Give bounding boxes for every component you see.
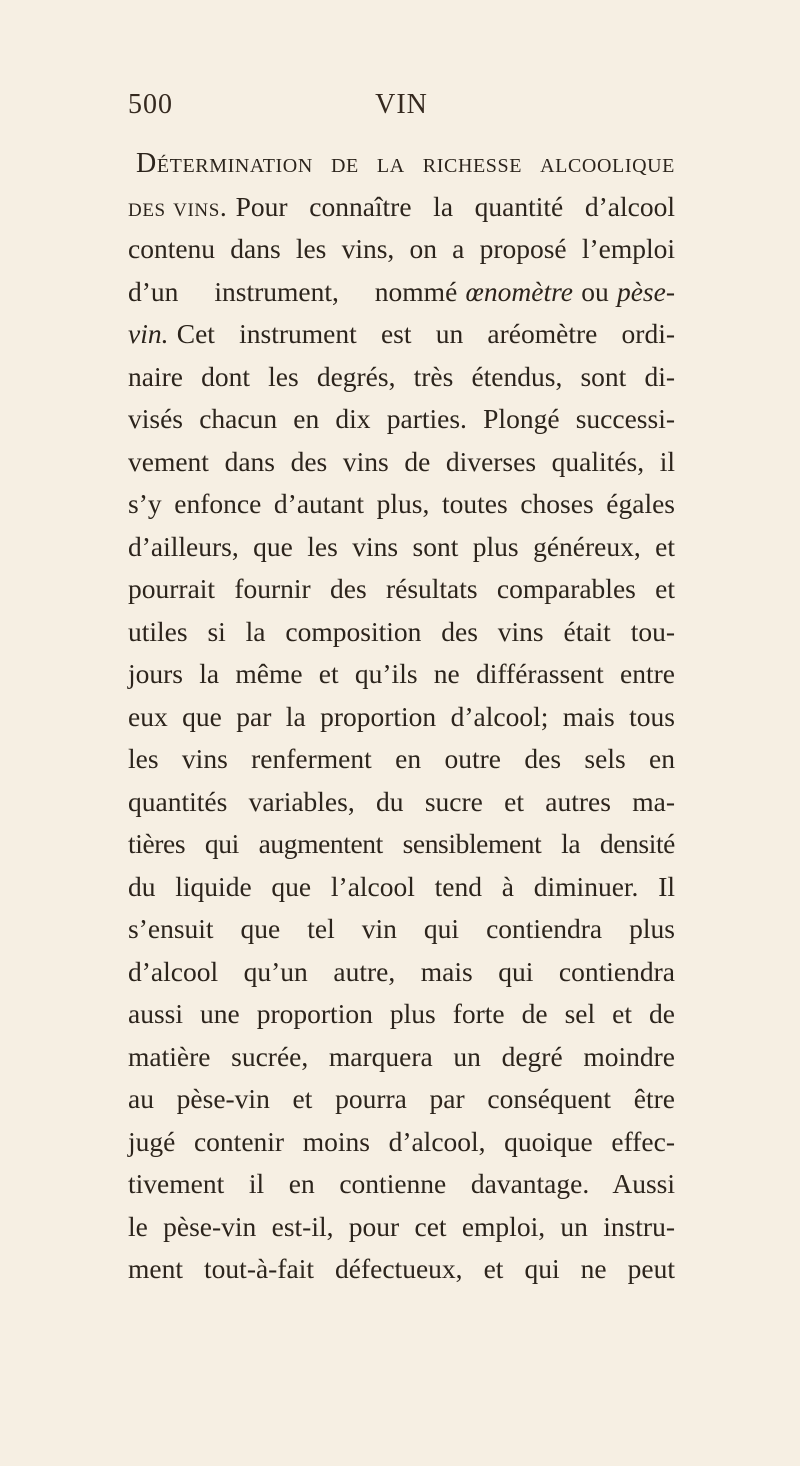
text-line	[128, 781, 675, 824]
text-line	[128, 398, 675, 441]
paragraph-heading-line	[128, 143, 675, 186]
text-line	[128, 1121, 675, 1164]
text-line	[128, 866, 675, 909]
text-segment: jugé contenir moins d’alcool, quoique effec-	[128, 1125, 675, 1157]
text-line	[128, 1078, 675, 1121]
text-line	[128, 271, 675, 314]
italic-term: œnomètre	[465, 275, 573, 307]
text-line	[128, 653, 675, 696]
text-line	[128, 1206, 675, 1249]
text-segment: matière sucrée, marquera un degré moindre	[128, 1040, 675, 1072]
body-paragraph	[128, 143, 675, 1291]
text-line	[128, 611, 675, 654]
text-line	[128, 568, 675, 611]
page-number: 500	[128, 89, 173, 120]
text-line	[128, 738, 675, 781]
text-segment: d’alcool qu’un autre, mais qui contiendra	[128, 955, 675, 987]
text-line	[128, 1248, 675, 1291]
text-segment: ment tout-à-fait défectueux, et qui ne peut	[128, 1253, 675, 1284]
text-line	[128, 356, 675, 399]
paragraph-heading-continued: des vins.	[128, 190, 228, 222]
text-segment: tières qui augmentent sensiblement la densité	[128, 828, 675, 859]
text-segment: naire dont les degrés, très étendus, sont di-	[128, 360, 675, 392]
text-segment: d’un instrument, nommé	[128, 275, 458, 307]
text-segment: contenu dans les vins, on a proposé l’emploi	[128, 233, 675, 264]
text-line	[128, 313, 675, 356]
text-segment: s’y enfonce d’autant plus, toutes choses égales	[128, 488, 675, 519]
text-segment: au pèse-vin et pourra par conséquent être	[128, 1083, 675, 1114]
section-title: VIN	[375, 89, 428, 120]
text-segment: le pèse-vin est-il, pour cet emploi, un instru-	[128, 1210, 675, 1242]
text-segment: Cet instrument est un aréomètre ordi-	[176, 318, 675, 349]
text-segment: ou	[581, 275, 609, 307]
text-line	[128, 1036, 675, 1079]
text-line	[128, 823, 675, 866]
text-line	[128, 908, 675, 951]
text-line	[128, 441, 675, 484]
text-segment: tivement il en contienne davantage. Aussi	[128, 1168, 675, 1199]
text-segment: utiles si la composition des vins était tou-	[128, 615, 675, 647]
text-line	[128, 228, 675, 271]
text-segment: du liquide que l’alcool tend à diminuer. Il	[128, 870, 675, 902]
text-segment: les vins renferment en outre des sels en	[128, 743, 675, 774]
text-segment: d’ailleurs, que les vins sont plus généreux, et	[128, 530, 675, 562]
text-segment: pourrait fournir des résultats comparables et	[128, 573, 675, 604]
running-head	[128, 88, 675, 122]
text-segment: visés chacun en dix parties. Plongé successi-	[128, 403, 675, 434]
text-line	[128, 951, 675, 994]
text-line	[128, 483, 675, 526]
text-segment: eux que par la proportion d’alcool; mais tous	[128, 700, 675, 732]
text-line	[128, 1163, 675, 1206]
text-line	[128, 993, 675, 1036]
text-segment: s’ensuit que tel vin qui contiendra plus	[128, 913, 675, 944]
text-segment: aussi une proportion plus forte de sel et de	[128, 998, 675, 1029]
text-segment: quantités variables, du sucre et autres ma-	[128, 785, 675, 817]
italic-term: pèse-	[616, 275, 675, 307]
text-line	[128, 526, 675, 569]
text-line	[128, 696, 675, 739]
italic-term: vin.	[128, 318, 169, 349]
text-segment: jours la même et qu’ils ne différassent entre	[128, 658, 675, 689]
text-segment: vement dans des vins de diverses qualités, il	[128, 445, 675, 477]
text-segment: Pour connaître la quantité d’alcool	[235, 190, 675, 222]
paragraph-heading: Détermination de la richesse alcoolique	[136, 148, 675, 179]
text-line	[128, 186, 675, 229]
